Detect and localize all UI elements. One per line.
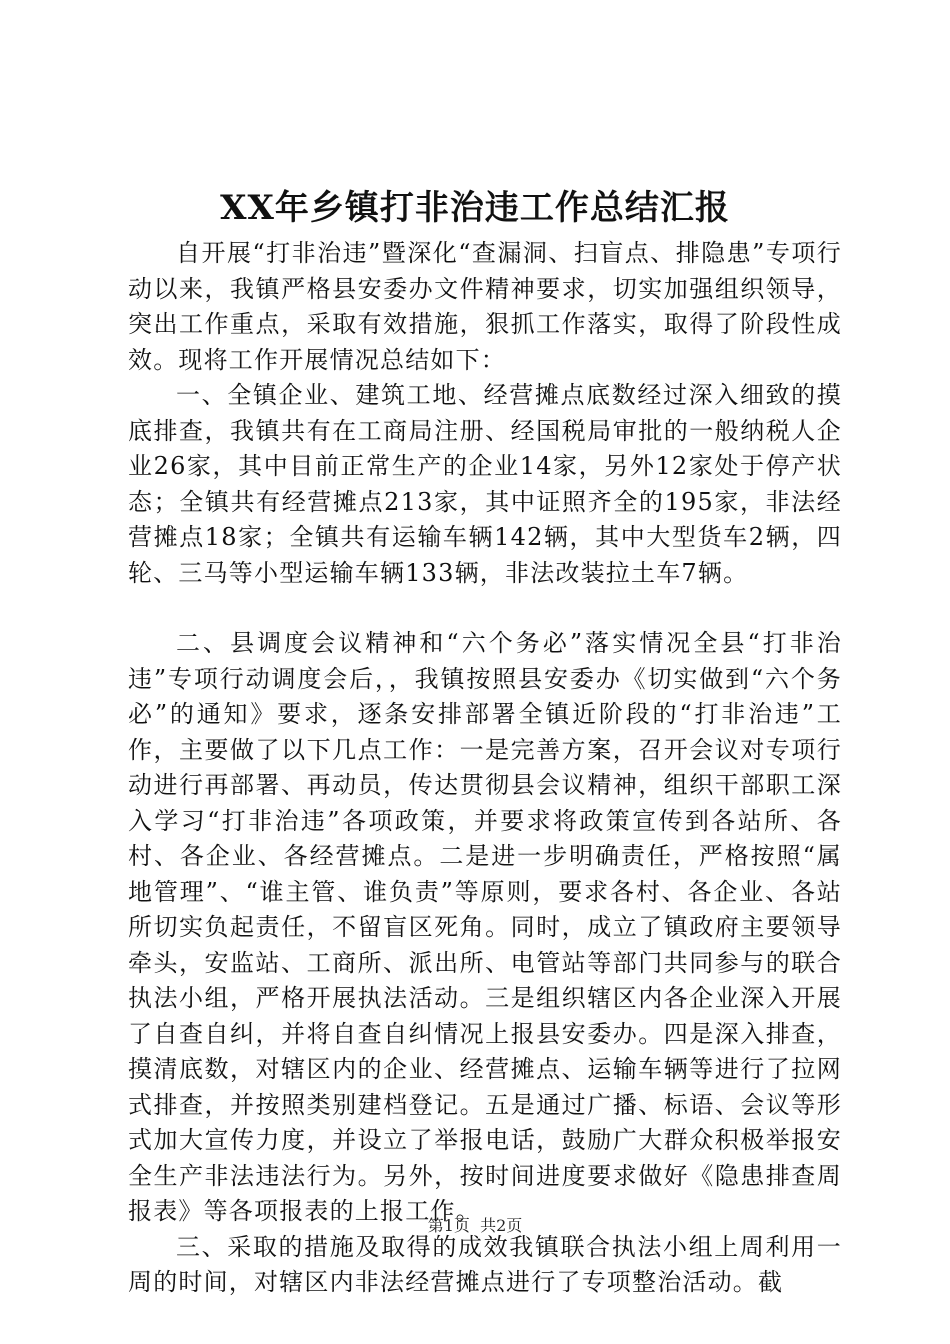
paragraph-intro: 自开展“打非治违”暨深化“查漏洞、扫盲点、排隐患”专项行动以来，我镇严格县安委办文件精神要求，切实加强组织领导，突出工作重点，采取有效措施，狠抓工作落实，取得了阶段性成效。现将工作开展情况总结如下： [128, 239, 842, 374]
paragraph-section-2: 二、县调度会议精神和“六个务必”落实情况全县“打非治违”专项行动调度会后，，我镇按照县安委办《切实做到“六个务必”的通知》要求，逐条安排部署全镇近阶段的“打非治违”工作，主要做了以下几点工作：一是完善方案，召开会议对专项行动进行再部署、再动员，传达贯彻县会议精神，组织干部职工深入学习“打非治违”各项政策，并要求将政策宣传到各站所、各村、各企业、各经营摊点。二是进一步明确责任，严格按照“属地管理”、“谁主管、谁负责”等原则，要求各村、各企业、各站所切实负起责任，不留盲区死角。同时，成立了镇政府主要领导牵头，安监站、工商所、派出所、电管站等部门共同参与的联合执法小组，严格开展执法活动。三是组织辖区内各企业深入开展了自查自纠，并将自查自纠情况上报县安委办。四是深入排查，摸清底数，对辖区内的企业、经营摊点、运输车辆等进行了拉网式排查，并按照类别建档登记。五是通过广播、标语、会议等形式加大宣传力度，并设立了举报电话，鼓励广大群众积极举报安全生产非法违法行为。另外，按时间进度要求做好《隐患排查周报表》等各项报表的上报工作。 [128, 629, 842, 1225]
paragraph-spacer [128, 591, 842, 626]
paragraph-section-3: 三、采取的措施及取得的成效我镇联合执法小组上周利用一周的时间，对辖区内非法经营摊点进行了专项整治活动。截 [128, 1232, 842, 1296]
page-footer: 第1页 共2页 [427, 1216, 523, 1235]
document-body [128, 236, 842, 1301]
paragraph-section-1: 一、全镇企业、建筑工地、经营摊点底数经过深入细致的摸底排查，我镇共有在工商局注册、经国税局审批的一般纳税人企业26家，其中目前正常生产的企业14家，另外12家处于停产状态；全镇共有经营摊点213家，其中证照齐全的195家，非法经营摊点18家；全镇共有运输车辆142辆，其中大型货车2辆，四轮、三马等小型运输车辆133辆，非法改装拉土车7辆。 [128, 381, 842, 587]
document-title: XX年乡镇打非治违工作总结汇报 [220, 188, 730, 228]
